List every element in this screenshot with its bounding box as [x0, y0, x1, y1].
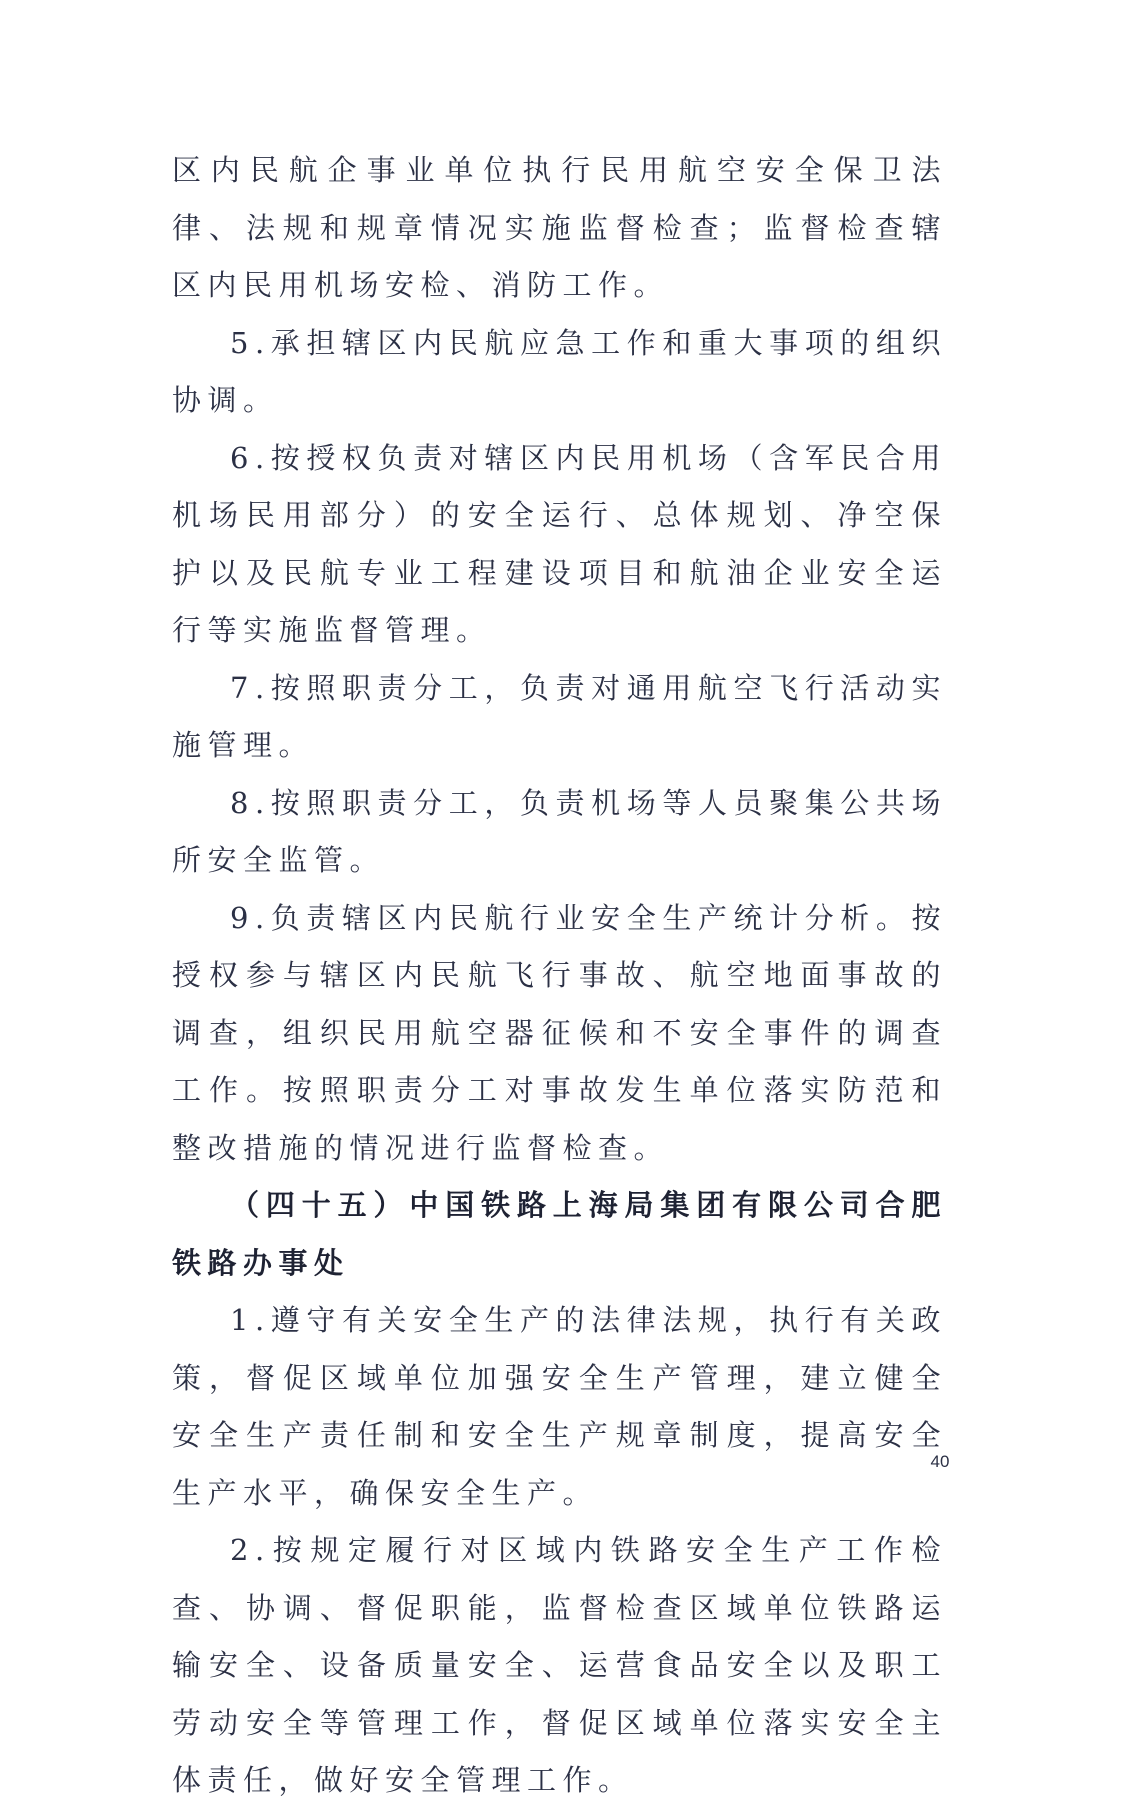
paragraph-item-9: 9.负责辖区内民航行业安全生产统计分析。按授权参与辖区内民航飞行事故、航空地面事故的调查，组织民用航空器征候和不安全事件的调查工作。按照职责分工对事故发生单位落实防范和整改措施的情况进行监督检查。	[172, 900, 947, 1165]
page-number: 40	[930, 1452, 950, 1471]
paragraph-item-7: 7.按照职责分工，负责对通用航空飞行活动实施管理。	[172, 670, 947, 762]
page-body	[172, 142, 947, 1810]
paragraph-continued: 区内民航企事业单位执行民用航空安全保卫法律、法规和规章情况实施监督检查；监督检查辖区内民用机场安检、消防工作。	[172, 153, 947, 302]
paragraph-rail-item-1: 1.遵守有关安全生产的法律法规，执行有关政策，督促区域单位加强安全生产管理，建立健全安全生产责任制和安全生产规章制度，提高安全生产水平，确保安全生产。	[172, 1303, 947, 1510]
paragraph-item-5: 5.承担辖区内民航应急工作和重大事项的组织协调。	[172, 325, 947, 417]
paragraph-rail-item-2: 2.按规定履行对区域内铁路安全生产工作检查、协调、督促职能，监督检查区域单位铁路运输安全、设备质量安全、运营食品安全以及职工劳动安全等管理工作，督促区域单位落实安全主体责任，做好安全管理工作。	[172, 1533, 947, 1797]
section-heading: （四十五）中国铁路上海局集团有限公司合肥铁路办事处	[172, 1188, 947, 1280]
paragraph-item-6: 6.按授权负责对辖区内民用机场（含军民合用机场民用部分）的安全运行、总体规划、净空保护以及民航专业工程建设项目和航油企业安全运行等实施监督管理。	[172, 440, 947, 647]
paragraph-item-8: 8.按照职责分工，负责机场等人员聚集公共场所安全监管。	[172, 785, 947, 877]
